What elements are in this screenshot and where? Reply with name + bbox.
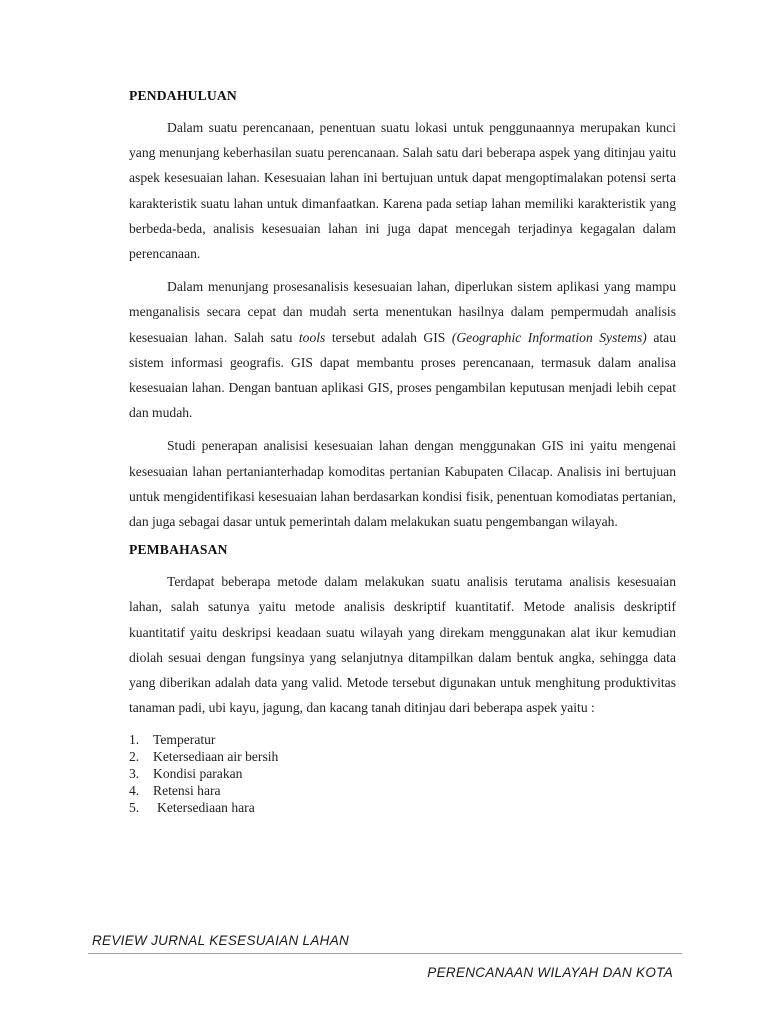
footer-left-text: REVIEW JURNAL KESESUAIAN LAHAN <box>92 933 350 948</box>
list-item-text: Retensi hara <box>153 782 221 798</box>
italic-term: tools <box>298 329 326 345</box>
footer-right-text: PERENCANAAN WILAYAH DAN KOTA <box>427 965 673 980</box>
section-heading-pembahasan: PEMBAHASAN <box>129 542 228 558</box>
paragraph-text: tersebut adalah GIS <box>325 329 452 345</box>
list-number: 5. <box>129 799 140 815</box>
list-item-text: Ketersediaan hara <box>157 799 255 815</box>
paragraph: Dalam suatu perencanaan, penentuan suatu lokasi untuk penggunaannya merupakan kunci yang menunjang keberhasilan suatu perencanaan. Salah satu dari beberapa aspek yang ditinjau yaitu aspek kesesuaian lahan. Kesesuaian lahan ini bertujuan untuk dapat mengoptimalakan potensi serta karakteristik suatu lahan untuk dimanfaatkan. Karena pada setiap lahan memiliki karakteristik yang berbeda-beda, analisis kesesuaian lahan ini juga dapat mencegah terjadinya kegagalan dalam perencanaan. <box>129 120 676 262</box>
aspect-list <box>129 732 676 816</box>
list-item-text: Ketersediaan air bersih <box>153 749 279 765</box>
footer-divider <box>88 953 682 954</box>
list-item <box>129 732 676 749</box>
paragraph-text: Dalam menunjang prosesanalisis kesesuaian lahan, diperlukan sistem aplikasi yang mampu menganalisis secara cepat dan mudah serta menentukan hasilnya dalam pempermudah analisis kesesuaian lahan. Salah satu <box>129 279 676 345</box>
list-item <box>129 783 676 800</box>
paragraph <box>129 274 676 425</box>
list-item-text: Temperatur <box>153 732 216 748</box>
paragraph-text: atau sistem informasi geografis. GIS dapat membantu proses perencanaan, termasuk dalam analisa kesesuaian lahan. Dengan bantuan aplikasi GIS, proses pengambilan keputusan menjadi lebih cepat dan mudah. <box>129 329 676 421</box>
italic-term: (Geographic Information Systems) <box>451 329 647 345</box>
list-number: 3. <box>129 766 140 782</box>
list-item <box>129 766 676 783</box>
paragraph: Studi penerapan analisisi kesesuaian lahan dengan menggunakan GIS ini yaitu mengenai kesesuaian lahan pertanianterhadap komoditas pertanian Kabupaten Cilacap. Analisis ini bertujuan untuk mengidentifikasi kesesuaian lahan berdasarkan kondisi fisik, penentuan komodiatas pertanian, dan juga sebagai dasar untuk pemerintah dalam melakukan suatu pengembangan wilayah. <box>129 438 676 530</box>
list-number: 2. <box>129 749 140 765</box>
list-number: 4. <box>129 782 140 798</box>
list-item-text: Kondisi parakan <box>153 766 243 782</box>
list-item <box>129 749 676 766</box>
page-content <box>129 88 676 816</box>
list-number: 1. <box>129 732 140 748</box>
section-heading-pendahuluan: PENDAHULUAN <box>129 88 237 103</box>
paragraph: Terdapat beberapa metode dalam melakukan suatu analisis terutama analisis kesesuaian lahan, salah satunya yaitu metode analisis deskriptif kuantitatif. Metode analisis deskriptif kuantitatif yaitu deskripsi keadaan suatu wilayah yang direkam menggunakan alat ikur kemudian diolah sesuai dengan fungsinya yang selanjutnya ditampilkan dalam bentuk angka, sehingga data yang diberikan adalah data yang valid. Metode tersebut digunakan untuk menghitung produktivitas tanaman padi, ubi kayu, jagung, dan kacang tanah ditinjau dari beberapa aspek yaitu : <box>129 574 676 716</box>
list-item <box>129 800 676 817</box>
